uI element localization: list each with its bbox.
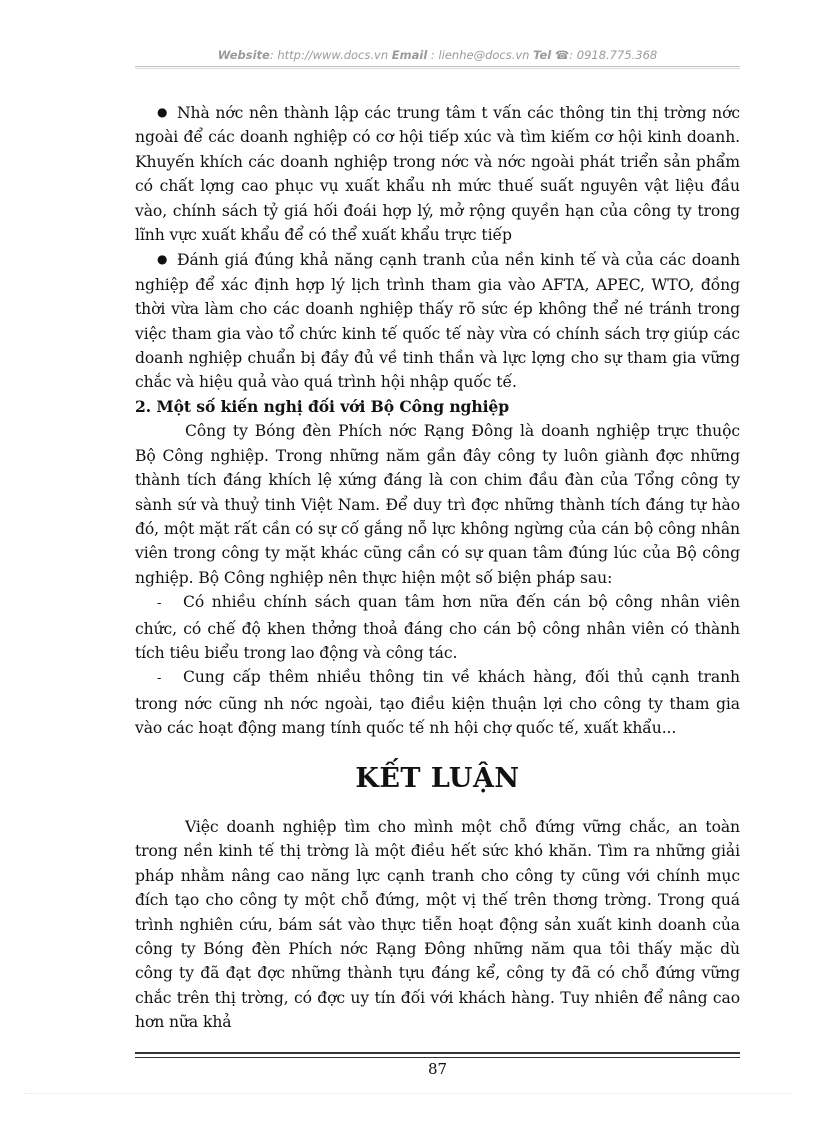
- conclusion-paragraph: Việc doanh nghiệp tìm cho mình một chỗ đứng vững chắc, an toàn trong nền kinh tế thị trờng là một điều hết sức khó khăn. Tìm ra những giải pháp nhằm nâng cao năng lực cạnh tranh cho công ty cũng với chính mục đích tạo cho công ty một chỗ đứng, một vị thế trên thơng trờng. Trong quá trình nghiên cứu, bám sát vào thực tiễn hoạt động sản xuất kinh doanh của công ty Bóng đèn Phích nớc Rạng Đông những năm qua tôi thấy mặc dù công ty đã đạt đợc những thành tựu đáng kể, công ty đã có chỗ đứng vững chắc trên thị trờng, có đợc uy tín đối với khách hàng. Tuy nhiên để nâng cao hơn nữa khả: [135, 817, 740, 1032]
- page-number: 87: [427, 1060, 448, 1078]
- dash-text: Có nhiều chính sách quan tâm hơn nữa đến cán bộ công nhân viên chức, có chế độ khen thởng thoả đáng cho cán bộ công nhân viên có thành tích tiêu biểu trong lao động và công tác.: [135, 593, 740, 662]
- document-body: [135, 100, 740, 1035]
- bullet-item: [135, 100, 740, 247]
- dash-icon: -: [157, 596, 162, 612]
- bullet-text: Nhà nớc nên thành lập các trung tâm t vấn các thông tin thị trờng nớc ngoài để các doanh nghiệp có cơ hội tiếp xúc và tìm kiếm cơ hội kinh doanh. Khuyến khích các doanh nghiệp trong nớc và nớc ngoài phát triển sản phẩm có chất lợng cao phục vụ xuất khẩu nh mức thuế suất nguyên vật liệu đầu vào, chính sách tỷ giá hối đoái hợp lý, mở rộng quyền hạn của công ty trong lĩnh vực xuất khẩu để có thể xuất khẩu trực tiếp: [135, 104, 740, 245]
- tel-value: ☎: 0918.775.368: [554, 48, 658, 62]
- section-heading: 2. Một số kiến nghị đối với Bộ Công nghiệp: [135, 396, 510, 416]
- email-label: Email: [391, 48, 428, 62]
- tel-label: Tel: [533, 48, 552, 62]
- dash-icon: -: [157, 671, 162, 687]
- website-value: : http://www.docs.vn: [269, 48, 389, 62]
- page-edge-dotted-line: [24, 1093, 792, 1094]
- bullet-icon: ●: [157, 105, 168, 119]
- dash-text: Cung cấp thêm nhiều thông tin về khách hàng, đối thủ cạnh tranh trong nớc cũng nh nớc ngoài, tạo điều kiện thuận lợi cho công ty tham gia vào các hoạt động mang tính quốc tế nh hội chợ quốc tế, xuất khẩu...: [135, 668, 740, 738]
- website-label: Website: [217, 48, 270, 62]
- section-paragraph: Công ty Bóng đèn Phích nớc Rạng Đông là doanh nghiệp trực thuộc Bộ Công nghiệp. Trong những năm gần đây công ty luôn giành đợc những thành tích đáng khích lệ xứng đáng là con chim đầu đàn của Tổng công ty sành sứ và thuỷ tinh Việt Nam. Để duy trì đợc những thành tích đáng tự hào đó, một mặt rất cần có sự cố gắng nỗ lực không ngừng của cán bộ công nhân viên trong công ty mặt khác cũng cần có sự quan tâm đúng lúc của Bộ công nghiệp. Bộ Công nghiệp nên thực hiện một số biện pháp sau:: [135, 422, 740, 587]
- bullet-icon: ●: [157, 252, 168, 267]
- footer-divider: [135, 1052, 740, 1054]
- bullet-item: [135, 247, 740, 394]
- footer-divider-secondary: [135, 1057, 740, 1058]
- bullet-text: Đánh giá đúng khả năng cạnh tranh của nền kinh tế và của các doanh nghiệp để xác định hợp lý lịch trình tham gia vào AFTA, APEC, WTO, đồng thời vừa làm cho các doanh nghiệp thấy rõ sức ép không thể né tránh trong việc tham gia vào tổ chức kinh tế quốc tế này vừa có chính sách trợ giúp các doanh nghiệp chuẩn bị đầy đủ về tinh thần và lực lợng cho sự tham gia vững chắc và hiệu quả vào quá trình hội nhập quốc tế.: [135, 251, 740, 392]
- page-header: [135, 48, 740, 62]
- conclusion-heading: KẾT LUẬN: [355, 762, 520, 794]
- header-divider: [135, 66, 740, 67]
- email-value: : lienhe@docs.vn: [430, 48, 530, 62]
- dash-item: [135, 590, 740, 665]
- header-divider-secondary: [135, 68, 740, 69]
- dash-item: [135, 665, 740, 740]
